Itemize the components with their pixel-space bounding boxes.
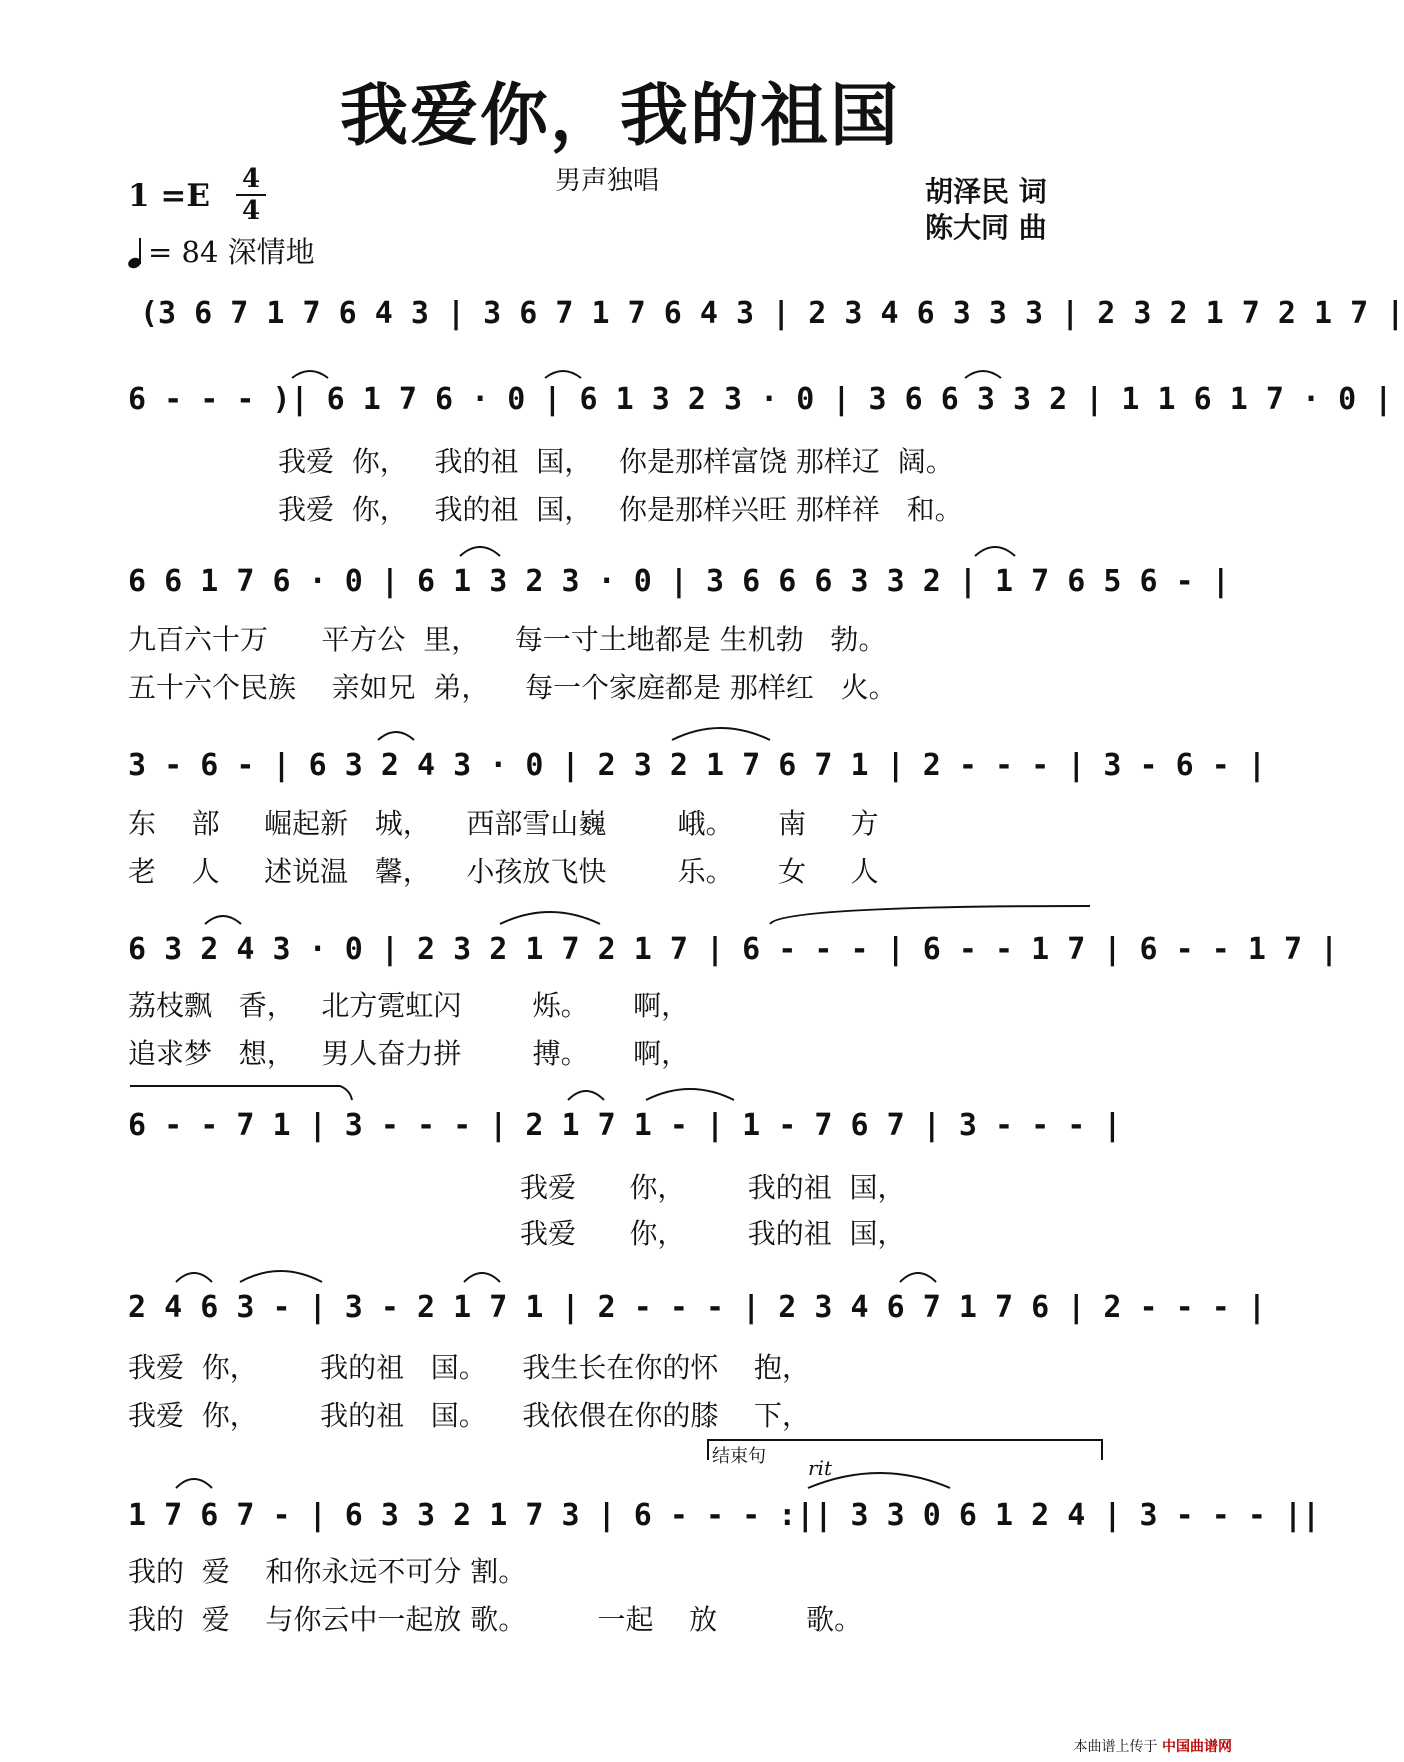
tie-arc [378,732,414,740]
composer-credit: 陈大同 曲 [925,211,1047,244]
lyrics-row-2-verse-1: 我爱 你， 我的祖 国， 你是那样富饶 那样辽 阔。 [278,445,954,478]
lyrics-row-8-verse-1: 我的 爱 和你永远不可分 割。 [128,1555,527,1588]
tie-arc [568,1091,604,1100]
tie-arc [672,728,770,740]
tie-arc [975,547,1015,556]
lyrics-row-5-verse-2: 追求梦 想， 男人奋力拼 搏。 啊， [128,1037,690,1070]
lyrics-row-3-verse-2: 五十六个民族 亲如兄 弟， 每一个家庭都是 那样红 火。 [128,671,897,704]
lyrics-row-4-verse-1: 东 部 崛起新 城， 西部雪山巍 峨。 南 方 [128,807,879,840]
notation-row-6: 6 - - 7 1 | 3 - - - | 2 1 7 1 - | 1 - 7 6 7 | 3 - - - | [128,1108,1122,1143]
tie-arc [500,912,600,924]
slur-line [130,1086,352,1100]
lyrics-row-7-verse-2: 我爱 你， 我的祖 国。 我依偎在你的膝 下， [128,1399,811,1432]
tempo-text: = 84 深情地 [148,235,315,269]
footer-credit [1074,1736,1232,1756]
lyrics-row-8-verse-2: 我的 爱 与你云中一起放 歌。 一起 放 歌。 [128,1603,863,1636]
tie-arc [900,1273,936,1282]
notation-row-4: 3 - 6 - | 6 3 2 4 3 · 0 | 2 3 2 1 7 6 7 1 | 2 - - - | 3 - 6 - | [128,748,1266,783]
lyrics-row-6-verse-1: 我爱 你， 我的祖 国， [520,1171,906,1204]
notation-row-2: 6 - - - )| 6 1 7 6 · 0 | 6 1 3 2 3 · 0 | 3 6 6 3 3 2 | 1 1 6 1 7 · 0 | [128,382,1393,417]
tie-arc [965,371,1001,378]
tie-arc [240,1271,322,1282]
notation-row-3: 6 6 1 7 6 · 0 | 6 1 3 2 3 · 0 | 3 6 6 6 3 3 2 | 1 7 6 5 6 - | [128,564,1230,599]
slur-line [770,906,1090,924]
lyrics-row-2-verse-2: 我爱 你， 我的祖 国， 你是那样兴旺 那样祥 和。 [278,493,963,526]
tie-arc [205,916,241,924]
notation-row-1: (3 6 7 1 7 6 4 3 | 3 6 7 1 7 6 4 3 | 2 3 4 6 3 3 3 | 2 3 2 1 7 2 1 7 | [140,296,1404,331]
lyrics-row-6-verse-2: 我爱 你， 我的祖 国， [520,1217,906,1250]
ending-label: 结束句 [712,1446,766,1467]
time-sig-bottom: 4 [241,196,261,226]
ritardando-mark: rit [808,1456,832,1480]
notation-row-5: 6 3 2 4 3 · 0 | 2 3 2 1 7 2 1 7 | 6 - - - | 6 - - 1 7 | 6 - - 1 7 | [128,932,1339,967]
ending-bracket [708,1440,1102,1460]
performance-type: 男声独唱 [555,166,660,196]
time-sig-top: 4 [241,164,261,194]
tie-arc [545,371,581,378]
tie-arc [176,1479,212,1488]
lyrics-row-5-verse-1: 荔枝飘 香， 北方霓虹闪 烁。 啊， [128,989,690,1022]
notation-row-8: 1 7 6 7 - | 6 3 3 2 1 7 3 | 6 - - - :|| 3 3 0 6 1 2 4 | 3 - - - || [128,1498,1321,1533]
tie-arc [808,1473,950,1488]
lyrics-row-7-verse-1: 我爱 你， 我的祖 国。 我生长在你的怀 抱， [128,1351,811,1384]
key-signature: 1 =E [128,178,210,214]
footer-site[interactable]: 中国曲谱网 [1162,1739,1232,1755]
lyrics-row-4-verse-2: 老 人 述说温 馨， 小孩放飞快 乐。 女 人 [128,855,879,888]
lyricist-credit: 胡泽民 词 [925,175,1047,208]
footer-text: 本曲谱上传于 [1073,1739,1158,1755]
song-title: 我爱你，我的祖国 [339,77,900,156]
lyrics-row-3-verse-1: 九百六十万 平方公 里， 每一寸土地都是 生机勃 勃。 [128,623,887,656]
tie-arc [460,547,500,556]
tie-arc [464,1273,500,1282]
tie-arc [176,1273,212,1282]
notation-row-7: 2 4 6 3 - | 3 - 2 1 7 1 | 2 - - - | 2 3 4 6 7 1 7 6 | 2 - - - | [128,1290,1266,1325]
tie-arc [292,371,328,378]
tie-arc [646,1089,734,1100]
